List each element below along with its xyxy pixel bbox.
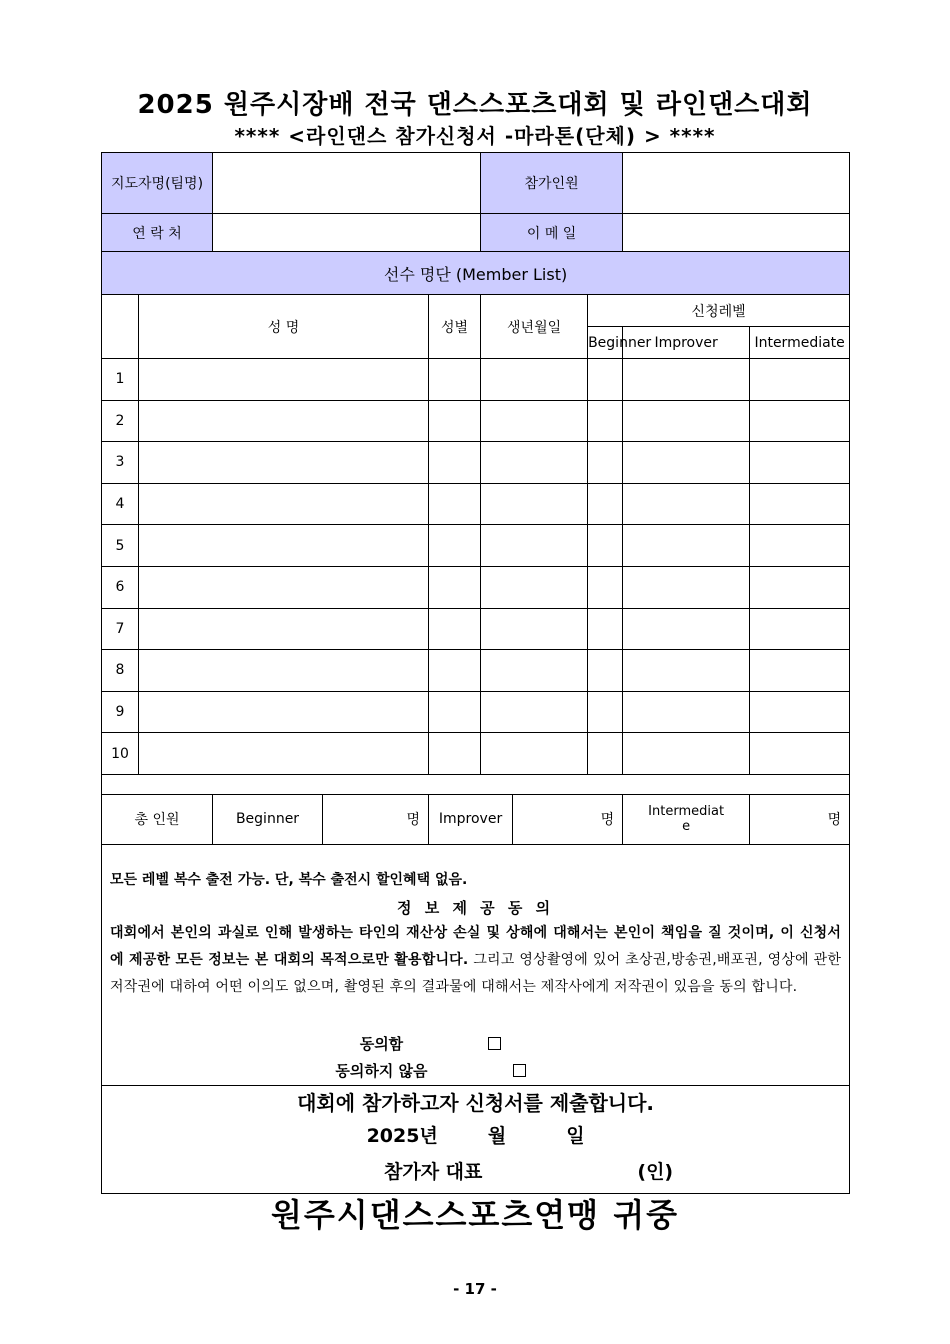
member-birth-cell[interactable] [481, 733, 588, 775]
member-improver-cell[interactable] [623, 442, 750, 484]
level-beginner-header: Beginner [588, 327, 623, 359]
member-intermediate-cell[interactable] [750, 400, 850, 442]
member-row [102, 483, 850, 525]
total-label: 총 인원 [102, 794, 213, 844]
leader-label: 지도자명(팀명) [102, 153, 213, 214]
member-birth-cell[interactable] [481, 359, 588, 401]
member-birth-cell[interactable] [481, 566, 588, 608]
member-row [102, 359, 850, 401]
member-intermediate-cell[interactable] [750, 608, 850, 650]
birth-header: 생년월일 [481, 295, 588, 359]
consent-section [102, 844, 850, 1085]
total-intermediate-count[interactable]: 명 [750, 794, 850, 844]
no-header [102, 295, 139, 359]
consent-title: 정 보 제 공 동 의 [397, 898, 555, 917]
member-row [102, 566, 850, 608]
member-number: 10 [102, 733, 139, 775]
member-improver-cell[interactable] [623, 566, 750, 608]
member-improver-cell[interactable] [623, 400, 750, 442]
agree-options [110, 1031, 841, 1085]
member-gender-cell[interactable] [429, 566, 481, 608]
member-name-cell[interactable] [139, 442, 429, 484]
total-beginner-count[interactable]: 명 [323, 794, 429, 844]
agree-checkbox[interactable] [488, 1037, 501, 1050]
submission-date [102, 1118, 849, 1154]
representative-label: 참가자 대표 [384, 1160, 483, 1183]
member-row [102, 608, 850, 650]
document-title: 2025 원주시장배 전국 댄스스포츠대회 및 라인댄스대회 [137, 90, 813, 120]
member-beginner-cell[interactable] [588, 566, 623, 608]
member-intermediate-cell[interactable] [750, 566, 850, 608]
member-gender-cell[interactable] [429, 359, 481, 401]
seal-mark: (인) [637, 1160, 674, 1183]
submission-statement: 대회에 참가하고자 신청서를 제출합니다. [297, 1090, 655, 1115]
agree-option[interactable] [320, 1031, 542, 1058]
document-subtitle: **** <라인댄스 참가신청서 -마라톤(단체) > **** [234, 124, 716, 148]
member-beginner-cell[interactable] [588, 650, 623, 692]
member-birth-cell[interactable] [481, 608, 588, 650]
member-row [102, 442, 850, 484]
date-day[interactable]: 일 [566, 1124, 585, 1147]
member-intermediate-cell[interactable] [750, 691, 850, 733]
member-improver-cell[interactable] [623, 650, 750, 692]
disagree-label: 동의하지 않음 [335, 1061, 428, 1080]
level-header: 신청레벨 [588, 295, 850, 327]
member-improver-cell[interactable] [623, 359, 750, 401]
level-intermediate-header: Intermediate [750, 327, 850, 359]
member-gender-cell[interactable] [429, 442, 481, 484]
member-improver-cell[interactable] [623, 483, 750, 525]
member-beginner-cell[interactable] [588, 359, 623, 401]
member-name-cell[interactable] [139, 525, 429, 567]
member-name-cell[interactable] [139, 400, 429, 442]
member-number: 8 [102, 650, 139, 692]
member-number: 1 [102, 359, 139, 401]
member-beginner-cell[interactable] [588, 400, 623, 442]
contact-label: 연 락 처 [102, 214, 213, 252]
member-birth-cell[interactable] [481, 400, 588, 442]
spacer-row [102, 774, 850, 794]
submission-section [102, 1085, 850, 1193]
member-intermediate-cell[interactable] [750, 359, 850, 401]
member-gender-cell[interactable] [429, 608, 481, 650]
member-improver-cell[interactable] [623, 608, 750, 650]
participants-field[interactable] [623, 153, 850, 214]
member-beginner-cell[interactable] [588, 608, 623, 650]
member-name-cell[interactable] [139, 608, 429, 650]
member-birth-cell[interactable] [481, 483, 588, 525]
member-birth-cell[interactable] [481, 442, 588, 484]
member-number: 6 [102, 566, 139, 608]
disagree-option[interactable] [295, 1058, 565, 1085]
member-gender-cell[interactable] [429, 400, 481, 442]
member-name-cell[interactable] [139, 650, 429, 692]
level-improver-header: Improver [623, 327, 750, 359]
addressee: 원주시댄스스포츠연맹 귀중 [270, 1196, 680, 1234]
name-header: 성 명 [139, 295, 429, 359]
member-beginner-cell[interactable] [588, 733, 623, 775]
contact-field[interactable] [213, 214, 481, 252]
notice-line: 모든 레벨 복수 출전 가능. 단, 복수 출전시 할인혜택 없음. [110, 871, 468, 888]
gender-header: 성별 [429, 295, 481, 359]
member-name-cell[interactable] [139, 483, 429, 525]
member-birth-cell[interactable] [481, 691, 588, 733]
agree-label: 동의함 [359, 1034, 404, 1053]
member-beginner-cell[interactable] [588, 691, 623, 733]
member-name-cell[interactable] [139, 733, 429, 775]
member-gender-cell[interactable] [429, 525, 481, 567]
member-intermediate-cell[interactable] [750, 650, 850, 692]
member-intermediate-cell[interactable] [750, 483, 850, 525]
email-field[interactable] [623, 214, 850, 252]
member-row [102, 733, 850, 775]
total-improver-count[interactable]: 명 [513, 794, 623, 844]
member-improver-cell[interactable] [623, 733, 750, 775]
consent-paragraph-bold: 대회에서 본인의 과실로 인해 발생하는 타인의 재산상 손실 및 상해에 대해서는 본인이 책임을 질 것이며, 이 신청서에 제공한 모든 정보는 본 대회의 목적으로만 활용합니다. [110, 924, 842, 968]
total-improver-label: Improver [429, 794, 513, 844]
member-number: 7 [102, 608, 139, 650]
member-name-cell[interactable] [139, 359, 429, 401]
member-birth-cell[interactable] [481, 650, 588, 692]
member-row [102, 400, 850, 442]
member-gender-cell[interactable] [429, 650, 481, 692]
member-row [102, 691, 850, 733]
member-intermediate-cell[interactable] [750, 733, 850, 775]
member-beginner-cell[interactable] [588, 525, 623, 567]
total-beginner-label: Beginner [213, 794, 323, 844]
date-year[interactable]: 2025년 [366, 1124, 438, 1147]
member-birth-cell[interactable] [481, 525, 588, 567]
member-improver-cell[interactable] [623, 525, 750, 567]
member-number: 5 [102, 525, 139, 567]
consent-paragraph [110, 920, 841, 1001]
member-intermediate-cell[interactable] [750, 525, 850, 567]
member-list-title: 선수 명단 (Member List) [102, 252, 850, 295]
member-number: 2 [102, 400, 139, 442]
application-form [101, 152, 850, 1194]
member-number: 4 [102, 483, 139, 525]
member-beginner-cell[interactable] [588, 442, 623, 484]
member-name-cell[interactable] [139, 691, 429, 733]
date-month[interactable]: 월 [487, 1124, 507, 1147]
member-number: 9 [102, 691, 139, 733]
member-row [102, 650, 850, 692]
disagree-checkbox[interactable] [513, 1064, 526, 1077]
page-number: - 17 - [453, 1280, 497, 1298]
member-row [102, 525, 850, 567]
consent-paragraph-normal: 그리고 영상촬영에 있어 초상권,방송권,배포권, 영상에 관한 저작권에 대하여 어떤 이의도 없으며, 촬영된 후의 결과물에 대해서는 제작사에게 저작권이 있음을 동의 합니다. [110, 951, 842, 995]
representative-line [102, 1154, 849, 1190]
email-label: 이 메 일 [481, 214, 623, 252]
member-gender-cell[interactable] [429, 483, 481, 525]
participants-label: 참가인원 [481, 153, 623, 214]
member-beginner-cell[interactable] [588, 483, 623, 525]
member-improver-cell[interactable] [623, 691, 750, 733]
member-intermediate-cell[interactable] [750, 442, 850, 484]
member-gender-cell[interactable] [429, 691, 481, 733]
member-gender-cell[interactable] [429, 733, 481, 775]
total-intermediate-label: Intermediat e [623, 794, 750, 844]
member-name-cell[interactable] [139, 566, 429, 608]
member-number: 3 [102, 442, 139, 484]
leader-field[interactable] [213, 153, 481, 214]
